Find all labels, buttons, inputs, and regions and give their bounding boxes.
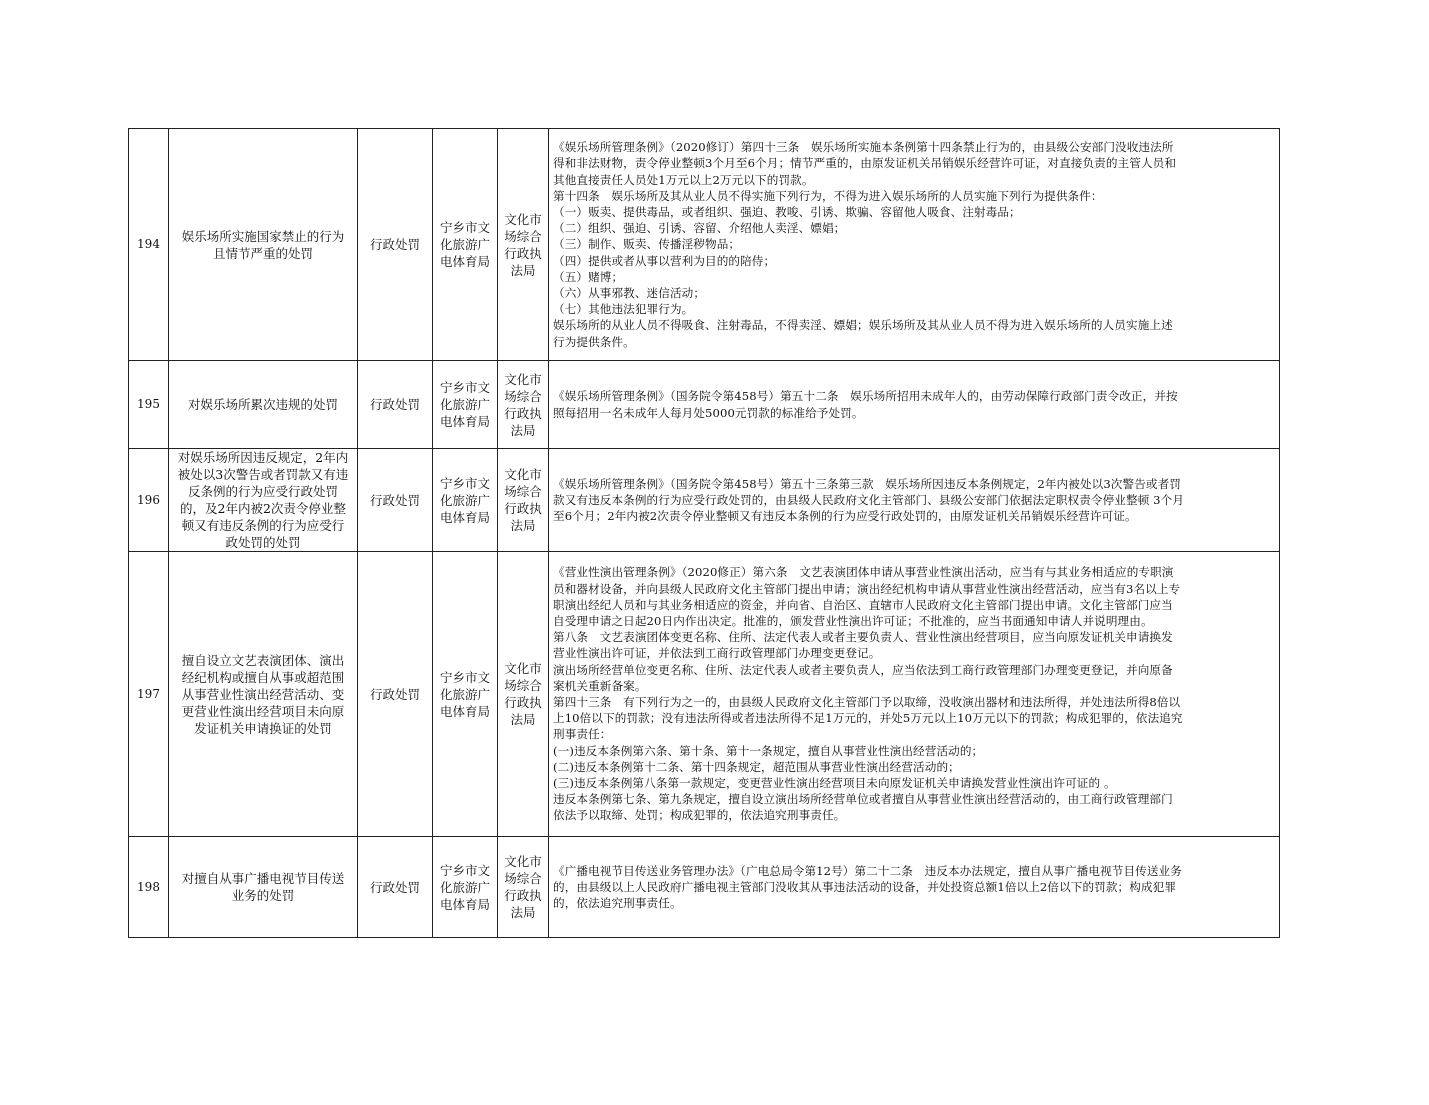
item-name-line: 反条例的行为应受行政处罚 <box>187 484 338 499</box>
enforcement-unit <box>498 129 549 361</box>
legal-basis-line: 至6个月；2年内被2次责令停业整顿又有违反本条例的行为应受行政处罚的，由原发证机关吊销娱乐经营许可证。 <box>553 509 1137 524</box>
department <box>433 449 498 552</box>
item-type: 行政处罚 <box>358 361 433 449</box>
legal-basis <box>549 129 1280 361</box>
department-line: 化旅游广 <box>439 237 490 252</box>
department-line: 电体育局 <box>439 509 490 525</box>
legal-basis-line: 第八条 文艺表演团体变更名称、住所、法定代表人或者主要负责人、营业性演出经营项目，应当向原发证机关申请换发 <box>553 630 1173 645</box>
department-line: 宁乡市文 <box>439 862 490 878</box>
enforcement-unit <box>498 552 549 837</box>
legal-basis-line: 员和器材设备，并向县级人民政府文化主管部门提出申请；演出经纪机构申请从事营业性演出经营活动，应当有3名以上专 <box>553 581 1181 596</box>
table-row <box>129 129 1280 361</box>
item-type: 行政处罚 <box>358 837 433 938</box>
enforcement-unit-line: 行政执 <box>504 501 542 516</box>
enforcement-unit <box>498 361 549 449</box>
legal-basis-line: 职演出经纪人员和与其业务相适应的资金，并向省、自治区、直辖市人民政府文化主管部门提出申请。文化主管部门应当 <box>553 597 1173 612</box>
item-name <box>169 361 358 449</box>
legal-basis-line: 得和非法财物，责令停业整顿3个月至6个月；情节严重的，由原发证机关吊销娱乐经营许可证，对直接负责的主管人员和 <box>553 156 1177 171</box>
row-number: 198 <box>129 837 169 938</box>
item-name-line: 被处以3次警告或者罚款又有违 <box>177 467 349 482</box>
department-line: 宁乡市文 <box>439 380 490 395</box>
legal-basis-line: （四）提供或者从事以营利为目的的陪侍； <box>553 253 776 268</box>
legal-basis-line: （六）从事邪教、迷信活动； <box>553 286 706 300</box>
item-name-line: 且情节严重的处罚 <box>212 245 313 261</box>
enforcement-unit-line: 文化市 <box>504 661 542 676</box>
legal-basis <box>549 552 1280 837</box>
enforcement-unit-line: 行政执 <box>504 245 542 261</box>
legal-basis <box>549 361 1280 449</box>
table-row <box>129 361 1280 449</box>
item-type: 行政处罚 <box>358 129 433 361</box>
legal-basis-line: 第四十三条 有下列行为之一的，由县级人民政府文化主管部门予以取缔，没收演出器材和违法所得，并处违法所得8倍以 <box>553 695 1181 709</box>
row-number: 195 <box>129 361 169 449</box>
enforcement-unit-line: 法局 <box>510 262 536 278</box>
enforcement-unit-line: 文化市 <box>504 467 542 482</box>
legal-basis-line: 上10倍以下的罚款；没有违法所得或者违法所得不足1万元的，并处5万元以上10万元以下的罚款；构成犯罪的，依法追究 <box>553 711 1183 726</box>
legal-basis-line: 刑事责任： <box>553 727 612 742</box>
penalty-table-body <box>129 129 1280 938</box>
department <box>433 129 498 361</box>
legal-basis-line: 的，依法追究刑事责任。 <box>553 896 682 911</box>
enforcement-unit-line: 行政执 <box>504 888 542 903</box>
enforcement-unit <box>498 449 549 552</box>
enforcement-unit-line: 场综合 <box>504 388 542 404</box>
department-line: 电体育局 <box>439 414 490 429</box>
enforcement-unit-line: 法局 <box>510 422 536 438</box>
legal-basis-line: 违反本条例第七条、第九条规定，擅自设立演出场所经营单位或者擅自从事营业性演出经营活动的，由工商行政管理部门 <box>553 792 1173 807</box>
enforcement-unit-line: 文化市 <box>504 371 542 387</box>
item-name-line: 娱乐场所实施国家禁止的行为 <box>181 228 345 244</box>
legal-basis-line: 第十四条 娱乐场所及其从业人员不得实施下列行为，不得为进入娱乐场所的人员实施下列行为提供条件： <box>553 188 1103 203</box>
legal-basis <box>549 837 1280 938</box>
department-line: 宁乡市文 <box>439 475 490 491</box>
item-name-line: 政处罚的处罚 <box>225 535 301 550</box>
enforcement-unit-line: 行政执 <box>504 695 542 710</box>
legal-basis-line: （七）其他违法犯罪行为。 <box>553 302 694 317</box>
table-row <box>129 552 1280 837</box>
enforcement-unit-line: 法局 <box>510 905 536 920</box>
department-line: 宁乡市文 <box>439 669 490 685</box>
legal-basis-line: 《广播电视节目传送业务管理办法》（广电总局令第12号）第二十二条 违反本办法规定，擅自从事广播电视节目传送业务 <box>553 863 1182 878</box>
department-line: 电体育局 <box>439 703 490 719</box>
item-type: 行政处罚 <box>358 552 433 837</box>
legal-basis-line: 行为提供条件。 <box>553 334 635 349</box>
item-name-line: 从事营业性演出经营活动、变 <box>181 686 345 702</box>
legal-basis-line: (三)违反本条例第八条第一款规定，变更营业性演出经营项目未向原发证机关申请换发营业性演出许可证的 。 <box>553 776 1116 791</box>
enforcement-unit-line: 法局 <box>510 712 536 727</box>
item-name-line: 对娱乐场所累次违规的处罚 <box>187 397 338 412</box>
item-name <box>169 449 358 552</box>
enforcement-unit-line: 法局 <box>510 518 536 533</box>
legal-basis-line: 《娱乐场所管理条例》（2020修订）第四十三条 娱乐场所实施本条例第十四条禁止行为的，由县级公安部门没收违法所 <box>553 140 1174 155</box>
enforcement-unit-line: 场综合 <box>504 484 542 499</box>
item-name <box>169 837 358 938</box>
table-row <box>129 837 1280 938</box>
item-name-line: 擅自设立文艺表演团体、演出 <box>181 652 345 668</box>
department-line: 化旅游广 <box>439 397 490 412</box>
item-name-line: 对娱乐场所因违反规定，2年内 <box>177 450 349 465</box>
legal-basis-line: （五）赌博； <box>553 269 624 284</box>
department-line: 化旅游广 <box>439 686 490 702</box>
legal-basis-line: 《娱乐场所管理条例》（国务院令第458号）第五十二条 娱乐场所招用未成年人的，由劳动保障行政部门责令改正，并按 <box>553 389 1178 404</box>
department <box>433 837 498 938</box>
item-name-line: 发证机关申请换证的处罚 <box>194 720 332 736</box>
row-number: 197 <box>129 552 169 837</box>
legal-basis-line: 照每招用一名未成年人每月处5000元罚款的标准给予处罚。 <box>553 405 864 420</box>
item-name-line: 对擅自从事广播电视节目传送 <box>181 871 345 886</box>
item-name-line: 业务的处罚 <box>231 888 295 903</box>
legal-basis-line: 依法予以取缔、处罚；构成犯罪的，依法追究刑事责任。 <box>553 808 846 823</box>
enforcement-unit-line: 行政执 <box>504 405 542 421</box>
legal-basis-line: 营业性演出许可证，并依法到工商行政管理部门办理变更登记。 <box>553 646 881 661</box>
enforcement-unit <box>498 837 549 938</box>
department-line: 电体育局 <box>439 254 490 269</box>
legal-basis-line: (一)违反本条例第六条、第十条、第十一条规定，擅自从事营业性演出经营活动的； <box>553 743 984 758</box>
legal-basis-line: （二）组织、强迫、引诱、容留、介绍他人卖淫、嫖娼； <box>553 221 846 236</box>
item-name-line: 顿又有违反条例的行为应受行 <box>181 518 345 533</box>
legal-basis-line: （一）贩卖、提供毒品，或者组织、强迫、教唆、引诱、欺骗、容留他人吸食、注射毒品； <box>553 204 1021 219</box>
enforcement-unit-line: 场综合 <box>504 678 542 693</box>
item-name-line: 的，及2年内被2次责令停业整 <box>180 501 346 516</box>
item-name <box>169 552 358 837</box>
legal-basis-line: 自受理申请之日起20日内作出决定。批准的，颁发营业性演出许可证；不批准的，应当书面通知申请人并说明理由。 <box>553 613 1153 628</box>
department <box>433 361 498 449</box>
item-type: 行政处罚 <box>358 449 433 552</box>
item-name-line: 经纪机构或擅自从事或超范围 <box>181 669 345 685</box>
table-row <box>129 449 1280 552</box>
department-line: 宁乡市文 <box>439 220 490 235</box>
legal-basis-line: （三）制作、贩卖、传播淫秽物品； <box>553 237 741 252</box>
department-line: 电体育局 <box>439 896 490 912</box>
enforcement-unit-line: 场综合 <box>504 871 542 886</box>
legal-basis-line: (二)违反本条例第十二条、第十四条规定，超范围从事营业性演出经营活动的； <box>553 759 960 774</box>
item-name <box>169 129 358 361</box>
item-name-line: 更营业性演出经营项目未向原 <box>181 703 345 719</box>
legal-basis-line: 其他直接责任人员处1万元以上2万元以下的罚款。 <box>553 172 814 187</box>
legal-basis-line: 《营业性演出管理条例》（2020修正）第六条 文艺表演团体申请从事营业性演出活动，应当有与其业务相适应的专职演 <box>553 565 1174 580</box>
row-number: 196 <box>129 449 169 552</box>
row-number: 194 <box>129 129 169 361</box>
enforcement-unit-line: 场综合 <box>504 228 542 244</box>
department <box>433 552 498 837</box>
legal-basis-line: 《娱乐场所管理条例》（国务院令第458号）第五十三条第三款 娱乐场所因违反本条例规定，2年内被处以3次警告或者罚 <box>553 476 1181 491</box>
enforcement-unit-line: 文化市 <box>504 211 542 227</box>
legal-basis-line: 案机关重新备案。 <box>553 678 647 693</box>
enforcement-unit-line: 文化市 <box>504 854 542 869</box>
department-line: 化旅游广 <box>439 492 490 508</box>
legal-basis-line: 款又有违反本条例的行为应受行政处罚的，由县级人民政府文化主管部门、县级公安部门依据法定职权责令停业整顿 3个月 <box>553 492 1185 507</box>
department-line: 化旅游广 <box>439 879 490 895</box>
legal-basis-line: 演出场所经营单位变更名称、住所、法定代表人或者主要负责人，应当依法到工商行政管理部门办理变更登记，并向原备 <box>553 662 1173 677</box>
legal-basis <box>549 449 1280 552</box>
penalty-table <box>128 128 1280 938</box>
legal-basis-line: 的，由县级以上人民政府广播电视主管部门没收其从事违法活动的设备，并处投资总额1倍以上2倍以下的罚款；构成犯罪 <box>553 879 1177 894</box>
legal-basis-line: 娱乐场所的从业人员不得吸食、注射毒品，不得卖淫、嫖娼；娱乐场所及其从业人员不得为进入娱乐场所的人员实施上述 <box>553 318 1173 333</box>
